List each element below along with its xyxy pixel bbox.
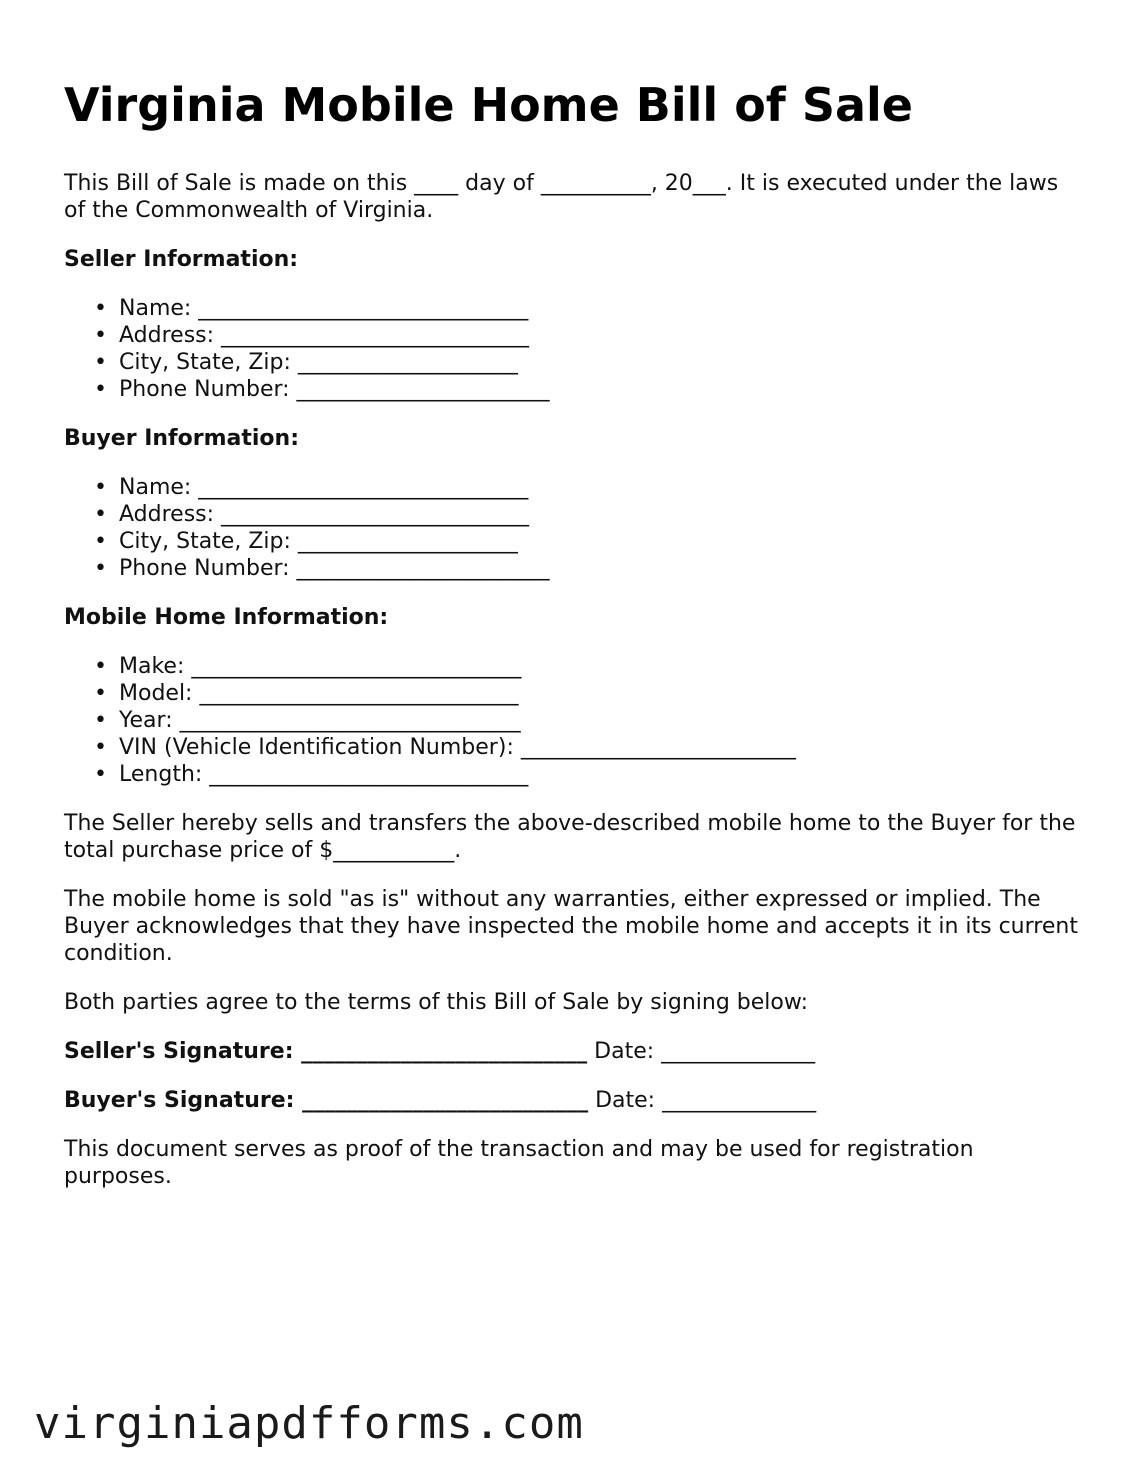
mobile-home-fields-list — [64, 653, 1084, 788]
bullet-icon: • — [94, 502, 107, 528]
document-page — [64, 78, 1084, 1212]
bullet-icon: • — [94, 708, 107, 734]
length-field: • Length: _____________________________ — [94, 762, 529, 788]
buyer-city-state-zip-field: • City, State, Zip: ____________________ — [94, 529, 518, 555]
bullet-icon: • — [94, 735, 107, 761]
buyer-name-field: • Name: ______________________________ — [94, 475, 529, 501]
as-is-paragraph: The mobile home is sold "as is" without any warranties, either expressed or implied. The Buyer acknowledges that they have inspected the mobile home and accepts it in its current condition. — [64, 887, 1078, 967]
bullet-icon: • — [94, 296, 107, 322]
seller-phone-field: • Phone Number: _______________________ — [94, 377, 550, 403]
mobile-home-heading: Mobile Home Information: — [64, 605, 389, 631]
seller-name-field: • Name: ______________________________ — [94, 296, 529, 322]
bullet-icon: • — [94, 377, 107, 403]
buyer-signature-line — [64, 1087, 1084, 1114]
bullet-icon: • — [94, 654, 107, 680]
seller-signature-label: Seller's Signature: __________________________ — [64, 1039, 588, 1065]
bullet-icon: • — [94, 762, 107, 788]
seller-heading: Seller Information: — [64, 247, 299, 273]
transfer-paragraph: The Seller hereby sells and transfers the above-described mobile home to the Buyer for the total purchase price of $___________. — [64, 811, 1076, 864]
seller-city-state-zip-field: • City, State, Zip: ____________________ — [94, 350, 518, 376]
seller-fields-list — [64, 295, 1084, 403]
year-field: • Year: _______________________________ — [94, 708, 521, 734]
buyer-signature-label: Buyer's Signature: __________________________ — [64, 1088, 589, 1114]
page-title: Virginia Mobile Home Bill of Sale — [64, 78, 913, 132]
make-field: • Make: ______________________________ — [94, 654, 522, 680]
bullet-icon: • — [94, 475, 107, 501]
agree-paragraph: Both parties agree to the terms of this Bill of Sale by signing below: — [64, 990, 809, 1016]
seller-date-label: Date: ______________ — [594, 1039, 816, 1065]
vin-field: • VIN (Vehicle Identification Number): _________________________ — [94, 735, 796, 761]
bullet-icon: • — [94, 556, 107, 582]
buyer-date-label: Date: ______________ — [595, 1088, 817, 1114]
seller-signature-line — [64, 1038, 1084, 1065]
buyer-address-field: • Address: ____________________________ — [94, 502, 530, 528]
bullet-icon: • — [94, 529, 107, 555]
watermark: virginiapdfforms.com — [34, 1398, 584, 1449]
bullet-icon: • — [94, 350, 107, 376]
buyer-fields-list — [64, 474, 1084, 582]
closing-paragraph: This document serves as proof of the transaction and may be used for registration purposes. — [64, 1137, 974, 1190]
model-field: • Model: _____________________________ — [94, 681, 519, 707]
intro-paragraph: This Bill of Sale is made on this ____ day of __________, 20___. It is executed under the laws of the Commonwealth of Virginia. — [64, 171, 1059, 224]
seller-address-field: • Address: ____________________________ — [94, 323, 530, 349]
buyer-phone-field: • Phone Number: _______________________ — [94, 556, 550, 582]
bullet-icon: • — [94, 681, 107, 707]
bullet-icon: • — [94, 323, 107, 349]
buyer-heading: Buyer Information: — [64, 426, 299, 452]
